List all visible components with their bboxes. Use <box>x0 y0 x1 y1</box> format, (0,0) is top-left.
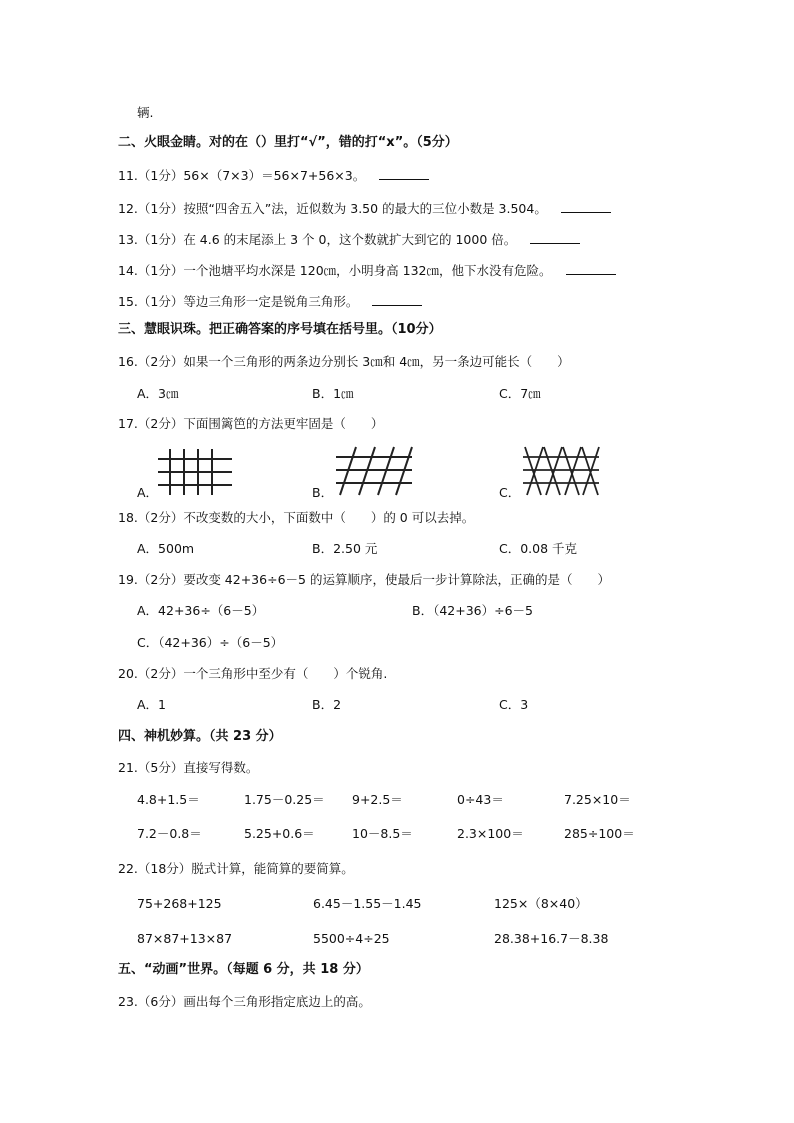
option-c <box>137 635 283 651</box>
question-23-text: 23.（6分）画出每个三角形指定底边上的高。 <box>118 994 371 1009</box>
calculation-item-text: 75+268+125 <box>137 896 222 911</box>
section-heading <box>118 962 369 978</box>
question-23 <box>118 994 371 1010</box>
question-14 <box>118 262 616 279</box>
question-12-text: 12.（1分）按照“四舍五入”法，近似数为 3.50 的最大的三位小数是 3.504。 <box>118 201 547 216</box>
fence-figure-b <box>334 445 414 497</box>
option-b <box>312 697 341 713</box>
mental-math-item <box>244 826 315 842</box>
question-22 <box>118 861 354 877</box>
carry-over-text <box>137 105 153 121</box>
option-a <box>137 541 194 557</box>
calculation-item <box>494 896 588 912</box>
option-c <box>499 541 577 557</box>
section-heading <box>118 322 442 338</box>
question-15 <box>118 293 422 310</box>
carry-over-text-text: 辆. <box>137 105 154 120</box>
answer-blank[interactable] <box>530 231 580 244</box>
option-b <box>412 603 533 619</box>
mental-math-item-text: 0÷43＝ <box>457 792 504 807</box>
option-c-text: C．7㎝ <box>499 386 541 401</box>
section-heading-text: 三、慧眼识珠。把正确答案的序号填在括号里。（10分） <box>118 322 442 337</box>
option-a <box>137 386 179 402</box>
calculation-item-text: 125×（8×40） <box>494 896 588 911</box>
mental-math-item <box>244 792 325 808</box>
option-b <box>312 386 354 402</box>
question-21-text: 21.（5分）直接写得数。 <box>118 760 259 775</box>
option-b-text: B．1㎝ <box>312 386 354 401</box>
option-c-text: C．3 <box>499 697 529 712</box>
mental-math-item-text: 10－8.5＝ <box>352 826 413 841</box>
mental-math-item <box>564 826 635 842</box>
section-heading <box>118 135 458 151</box>
fence-figure-a <box>158 447 234 497</box>
option-c <box>499 485 520 501</box>
option-c <box>499 386 541 402</box>
mental-math-item-text: 7.2－0.8＝ <box>137 826 202 841</box>
option-a <box>137 485 158 501</box>
mental-math-item <box>352 826 413 842</box>
question-21 <box>118 760 258 776</box>
section-heading-text: 二、火眼金睛。对的在（）里打“√”，错的打“x”。（5分） <box>118 135 458 150</box>
mental-math-item <box>137 792 200 808</box>
calculation-item <box>313 896 422 912</box>
option-b <box>312 541 377 557</box>
calculation-item <box>137 896 222 912</box>
question-18-text: 18.（2分）不改变数的大小，下面数中（ ）的 0 可以去掉。 <box>118 510 475 525</box>
question-17 <box>118 416 383 432</box>
option-c-text: C．（42+36）÷（6－5） <box>137 635 284 650</box>
option-a-text: A． <box>137 485 159 500</box>
answer-blank[interactable] <box>372 293 422 306</box>
question-11-text: 11.（1分）56×（7×3）＝56×7+56×3。 <box>118 168 366 183</box>
mental-math-item-text: 1.75－0.25＝ <box>244 792 325 807</box>
mental-math-item <box>457 792 504 808</box>
question-20 <box>118 666 387 682</box>
mental-math-item-text: 5.25+0.6＝ <box>244 826 315 841</box>
question-18 <box>118 510 474 526</box>
mental-math-item-text: 285÷100＝ <box>564 826 635 841</box>
mental-math-item-text: 4.8+1.5＝ <box>137 792 200 807</box>
option-c-text: C． <box>499 485 521 500</box>
option-b <box>312 485 333 501</box>
question-12 <box>118 200 611 217</box>
mental-math-item <box>564 792 631 808</box>
mental-math-item <box>137 826 202 842</box>
section-heading <box>118 729 282 745</box>
option-a <box>137 697 166 713</box>
mental-math-item-text: 2.3×100＝ <box>457 826 524 841</box>
question-16 <box>118 354 570 370</box>
question-16-text: 16.（2分）如果一个三角形的两条边分别长 3㎝和 4㎝，另一条边可能长（ ） <box>118 354 570 369</box>
option-a-text: A．500m <box>137 541 195 556</box>
question-19 <box>118 572 610 588</box>
option-b-text: B．2 <box>312 697 342 712</box>
question-13 <box>118 231 580 248</box>
calculation-item-text: 5500÷4÷25 <box>313 931 390 946</box>
question-19-text: 19.（2分）要改变 42+36÷6－5 的运算顺序，使最后一步计算除法，正确的是（ ） <box>118 572 610 587</box>
calculation-item <box>313 931 390 947</box>
question-20-text: 20.（2分）一个三角形中至少有（ ）个锐角. <box>118 666 388 681</box>
mental-math-item <box>352 792 403 808</box>
option-a-text: A．1 <box>137 697 167 712</box>
section-heading-text: 五、“动画”世界。（每题 6 分，共 18 分） <box>118 962 369 977</box>
calculation-item <box>494 931 608 947</box>
calculation-item-text: 6.45－1.55－1.45 <box>313 896 422 911</box>
mental-math-item <box>457 826 524 842</box>
fence-figure-c <box>521 445 601 497</box>
question-22-text: 22.（18分）脱式计算，能简算的要简算。 <box>118 861 354 876</box>
mental-math-item-text: 9+2.5＝ <box>352 792 403 807</box>
question-15-text: 15.（1分）等边三角形一定是锐角三角形。 <box>118 294 359 309</box>
mental-math-item-text: 7.25×10＝ <box>564 792 631 807</box>
calculation-item <box>137 931 232 947</box>
question-13-text: 13.（1分）在 4.6 的末尾添上 3 个 0，这个数就扩大到它的 1000 倍。 <box>118 232 517 247</box>
option-c <box>499 697 528 713</box>
option-a-text: A．3㎝ <box>137 386 179 401</box>
option-b-text: B．2.50 元 <box>312 541 378 556</box>
question-17-text: 17.（2分）下面围篱笆的方法更牢固是（ ） <box>118 416 384 431</box>
calculation-item-text: 28.38+16.7－8.38 <box>494 931 609 946</box>
answer-blank[interactable] <box>379 167 429 180</box>
calculation-item-text: 87×87+13×87 <box>137 931 233 946</box>
question-11 <box>118 167 429 184</box>
section-heading-text: 四、神机妙算。（共 23 分） <box>118 729 282 744</box>
answer-blank[interactable] <box>566 262 616 275</box>
option-b-text: B． <box>312 485 334 500</box>
answer-blank[interactable] <box>561 200 611 213</box>
question-14-text: 14.（1分）一个池塘平均水深是 120㎝，小明身高 132㎝，他下水没有危险。 <box>118 263 552 278</box>
option-c-text: C．0.08 千克 <box>499 541 578 556</box>
option-a-text: A．42+36÷（6－5） <box>137 603 265 618</box>
option-b-text: B．（42+36）÷6－5 <box>412 603 533 618</box>
option-a <box>137 603 264 619</box>
